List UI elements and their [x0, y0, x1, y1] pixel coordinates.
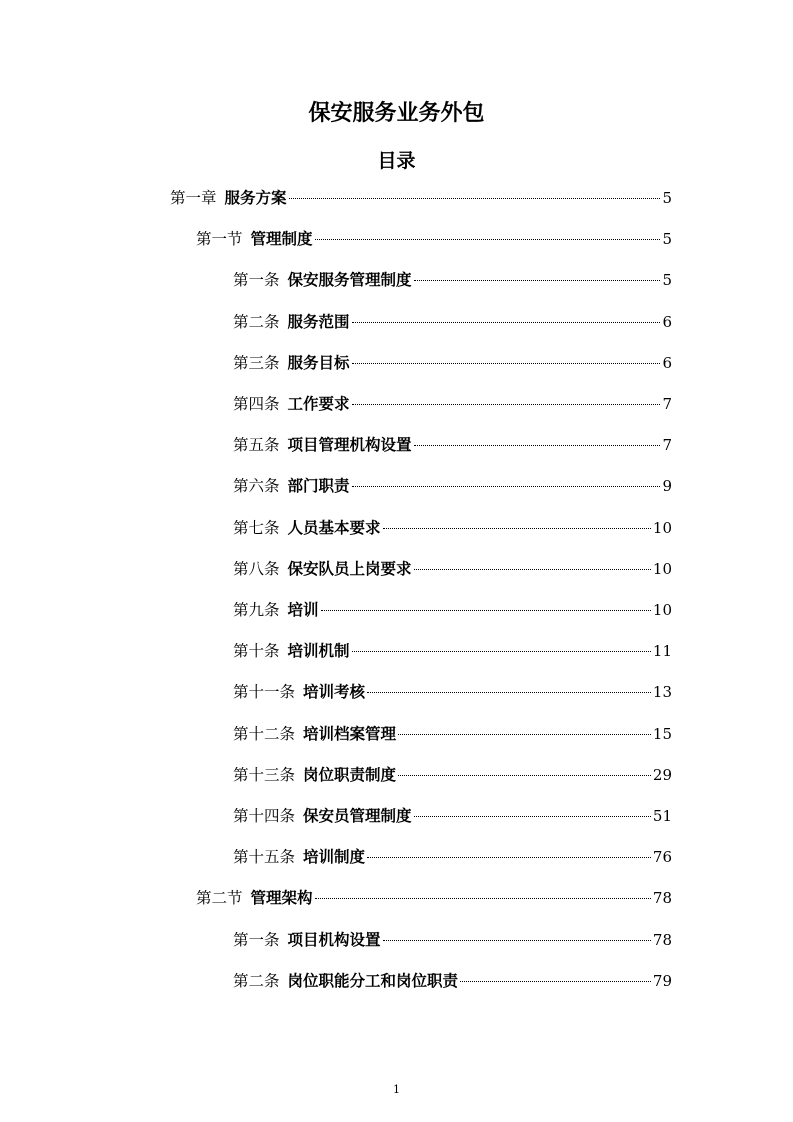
toc-entry[interactable]: [233, 267, 672, 293]
toc-entry-page: 10: [652, 519, 672, 537]
document-title: 保安服务业务外包: [308, 101, 485, 126]
toc-entry[interactable]: [233, 638, 672, 664]
toc-entry[interactable]: [196, 885, 672, 911]
toc-entry-page: 5: [662, 271, 672, 289]
toc-leader-dots: [321, 609, 651, 611]
toc-leader-dots: [383, 939, 651, 941]
toc-entry-page: 11: [652, 642, 672, 660]
toc-entry-title: 培训机制: [287, 642, 350, 660]
toc-entry-number: 第一条: [233, 931, 280, 949]
toc-entry-title: 岗位职能分工和岗位职责: [287, 972, 459, 990]
toc-entry[interactable]: [233, 432, 672, 458]
toc-leader-dots: [352, 403, 661, 405]
toc-leader-dots: [352, 362, 661, 364]
toc-entry-number: 第十三条: [233, 766, 296, 784]
toc-entry[interactable]: [233, 515, 672, 541]
toc-leader-dots: [414, 815, 651, 817]
toc-entry[interactable]: [233, 721, 672, 747]
toc-entry[interactable]: [233, 391, 672, 417]
toc-entry[interactable]: [233, 844, 672, 870]
toc-entry-number: 第六条: [233, 477, 280, 495]
toc-entry[interactable]: [233, 762, 672, 788]
toc-entry-number: 第二节: [196, 889, 243, 907]
toc-entry[interactable]: [233, 968, 672, 994]
toc-leader-dots: [352, 485, 661, 487]
toc-leader-dots: [367, 856, 651, 858]
toc-entry[interactable]: [233, 679, 672, 705]
toc-entry-number: 第四条: [233, 395, 280, 413]
toc-entry-page: 9: [662, 477, 672, 495]
toc-leader-dots: [460, 980, 651, 982]
toc-entry-page: 78: [652, 889, 672, 907]
toc-entry[interactable]: [233, 556, 672, 582]
toc-entry-title: 管理架构: [250, 889, 313, 907]
toc-leader-dots: [414, 444, 661, 446]
toc-entry-title: 部门职责: [287, 477, 350, 495]
toc-leader-dots: [315, 897, 651, 899]
toc-entry-number: 第十二条: [233, 725, 296, 743]
toc-leader-dots: [398, 733, 651, 735]
toc-leader-dots: [289, 197, 661, 199]
toc-entry-title: 管理制度: [250, 230, 313, 248]
toc-entry-title: 培训制度: [303, 848, 366, 866]
toc-entry[interactable]: [196, 226, 672, 252]
toc-entry-page: 7: [662, 436, 672, 454]
toc-entry-page: 51: [652, 807, 672, 825]
toc-leader-dots: [315, 238, 661, 240]
toc-entry-title: 保安员管理制度: [303, 807, 412, 825]
toc-entry-page: 6: [662, 354, 672, 372]
toc-entry-title: 服务范围: [287, 313, 350, 331]
toc-entry-page: 6: [662, 313, 672, 331]
toc-entry-page: 7: [662, 395, 672, 413]
toc-entry-title: 服务目标: [287, 354, 350, 372]
toc-entry-page: 10: [652, 560, 672, 578]
toc-entry-number: 第九条: [233, 601, 280, 619]
toc-entry-title: 岗位职责制度: [303, 766, 397, 784]
toc-entry-page: 5: [662, 230, 672, 248]
toc-entry-title: 项目机构设置: [287, 931, 381, 949]
toc-leader-dots: [414, 568, 651, 570]
toc-entry-title: 培训档案管理: [303, 725, 397, 743]
toc-entry-page: 10: [652, 601, 672, 619]
toc-entry-page: 13: [652, 683, 672, 701]
toc-entry[interactable]: [170, 185, 672, 211]
toc-entry-number: 第十五条: [233, 848, 296, 866]
toc-entry[interactable]: [233, 927, 672, 953]
toc-entry-number: 第一章: [170, 189, 217, 207]
toc-entry-title: 保安服务管理制度: [287, 271, 412, 289]
toc-entry-number: 第十条: [233, 642, 280, 660]
toc-entry-page: 15: [652, 725, 672, 743]
toc-entry-title: 人员基本要求: [287, 519, 381, 537]
toc-entry-page: 78: [652, 931, 672, 949]
toc-entry-number: 第一节: [196, 230, 243, 248]
toc-leader-dots: [383, 527, 651, 529]
toc-entry-title: 服务方案: [224, 189, 287, 207]
toc-entry-page: 29: [652, 766, 672, 784]
toc-entry[interactable]: [233, 309, 672, 335]
toc-entry-number: 第三条: [233, 354, 280, 372]
toc-entry-page: 5: [662, 189, 672, 207]
toc-leader-dots: [414, 279, 661, 281]
toc-entry-number: 第十一条: [233, 683, 296, 701]
toc-leader-dots: [352, 650, 651, 652]
toc-entry-title: 培训考核: [303, 683, 366, 701]
toc-entry-number: 第五条: [233, 436, 280, 454]
toc-entry-number: 第二条: [233, 313, 280, 331]
toc-leader-dots: [367, 691, 651, 693]
toc-entry[interactable]: [233, 350, 672, 376]
toc-entry-title: 工作要求: [287, 395, 350, 413]
toc-entry-title: 保安队员上岗要求: [287, 560, 412, 578]
toc-entry-title: 项目管理机构设置: [287, 436, 412, 454]
toc-entry[interactable]: [233, 803, 672, 829]
toc-entry-number: 第七条: [233, 519, 280, 537]
toc-leader-dots: [398, 774, 651, 776]
toc-entry-page: 76: [652, 848, 672, 866]
toc-leader-dots: [352, 321, 661, 323]
toc-entry[interactable]: [233, 597, 672, 623]
toc-entry-number: 第八条: [233, 560, 280, 578]
toc-entry-page: 79: [652, 972, 672, 990]
toc-entry[interactable]: [233, 473, 672, 499]
toc-heading: 目录: [377, 150, 416, 172]
toc-entry-number: 第一条: [233, 271, 280, 289]
toc-entry-number: 第二条: [233, 972, 280, 990]
toc-entry-number: 第十四条: [233, 807, 296, 825]
toc-entry-title: 培训: [287, 601, 319, 619]
page-number: 1: [393, 1083, 400, 1096]
